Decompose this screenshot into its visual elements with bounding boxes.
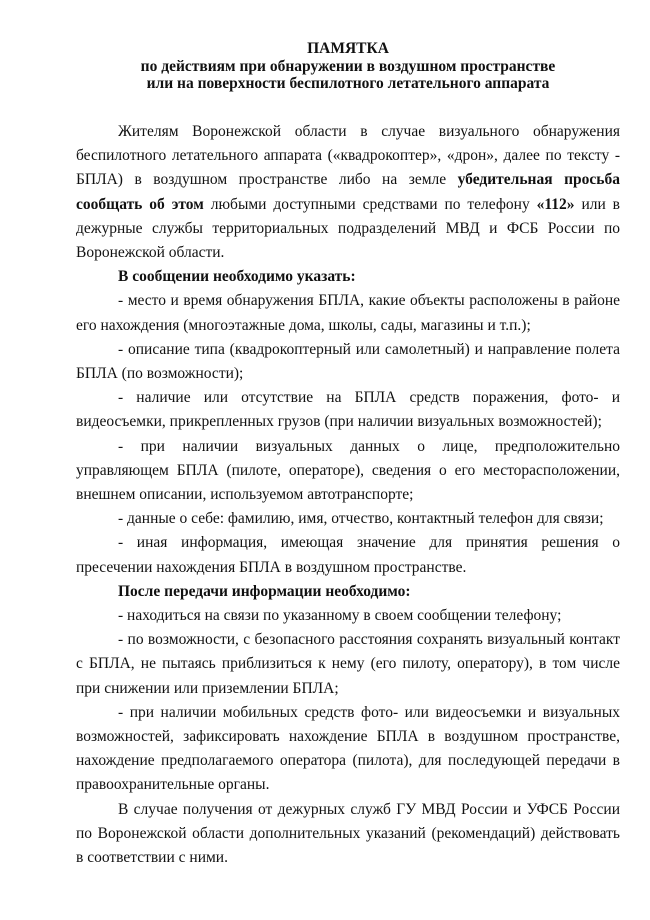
section-1-item: - данные о себе: фамилию, имя, отчество, контактный телефон для связи; [118,510,604,528]
closing-paragraph: В случае получения от дежурных служб ГУ МВД России и УФСБ России по Воронежской области дополнительных указаний (рекомендаций) действовать в соответствии с ними. [76,800,620,867]
intro-bold-phone: «112» [536,195,575,213]
intro-paragraph [76,120,620,265]
intro-bold-request: убедительная просьба сообщать об этом [76,171,620,213]
document-subtitle-line-2: или на поверхности беспилотного летательного аппарата [146,75,550,92]
section-2-item: - находиться на связи по указанному в своем сообщении телефону; [118,607,562,625]
section-1-heading: В сообщении необходимо указать: [118,268,356,286]
document-body [76,120,620,870]
document-page [76,40,620,870]
section-1-item: - иная информация, имеющая значение для принятия решения о пресечении нахождения БПЛА в воздушном пространстве. [76,534,620,576]
section-2-item: - по возможности, с безопасного расстояния сохранять визуальный контакт с БПЛА, не пытаясь приблизиться к нему (его пилоту, оператору), в том числе при снижении или приземлении БПЛА; [76,631,620,697]
section-2-item: - при наличии мобильных средств фото- или видеосъемки и визуальных возможностей, зафиксировать нахождение БПЛА в воздушном пространстве, нахождение предполагаемого оператора (пилота), для последующей передачи в правоохранительные органы. [76,703,620,794]
document-subtitle-line-1: по действиям при обнаружении в воздушном пространстве [140,58,556,75]
section-2-heading: После передачи информации необходимо: [118,582,411,600]
section-1-item: - место и время обнаружения БПЛА, какие объекты расположены в районе его нахождения (многоэтажные дома, школы, сады, магазины и т.п.); [76,292,620,334]
intro-text-3: или в дежурные службы территориальных подразделений МВД и ФСБ России по Воронежской области. [76,195,620,262]
intro-text-1: Жителям Воронежской области в случае визуального обнаружения беспилотного летательного аппарата («квадрокоптер», «дрон», далее по тексту - БПЛА) в воздушном пространстве либо на земле [76,123,620,189]
section-1-item: - описание типа (квадрокоптерный или самолетный) и направление полета БПЛА (по возможности); [76,340,620,383]
document-title: ПАМЯТКА [307,40,389,57]
section-1-item: - при наличии визуальных данных о лице, предположительно управляющем БПЛА (пилоте, операторе), сведения о его месторасположении, внешнем описании, используемом автотранспорте; [76,437,620,504]
intro-text-2: любыми доступными средствами по телефону [203,195,537,213]
section-1-item: - наличие или отсутствие на БПЛА средств поражения, фото- и видеосъемки, прикрепленных грузов (при наличии визуальных возможностей); [76,389,620,431]
